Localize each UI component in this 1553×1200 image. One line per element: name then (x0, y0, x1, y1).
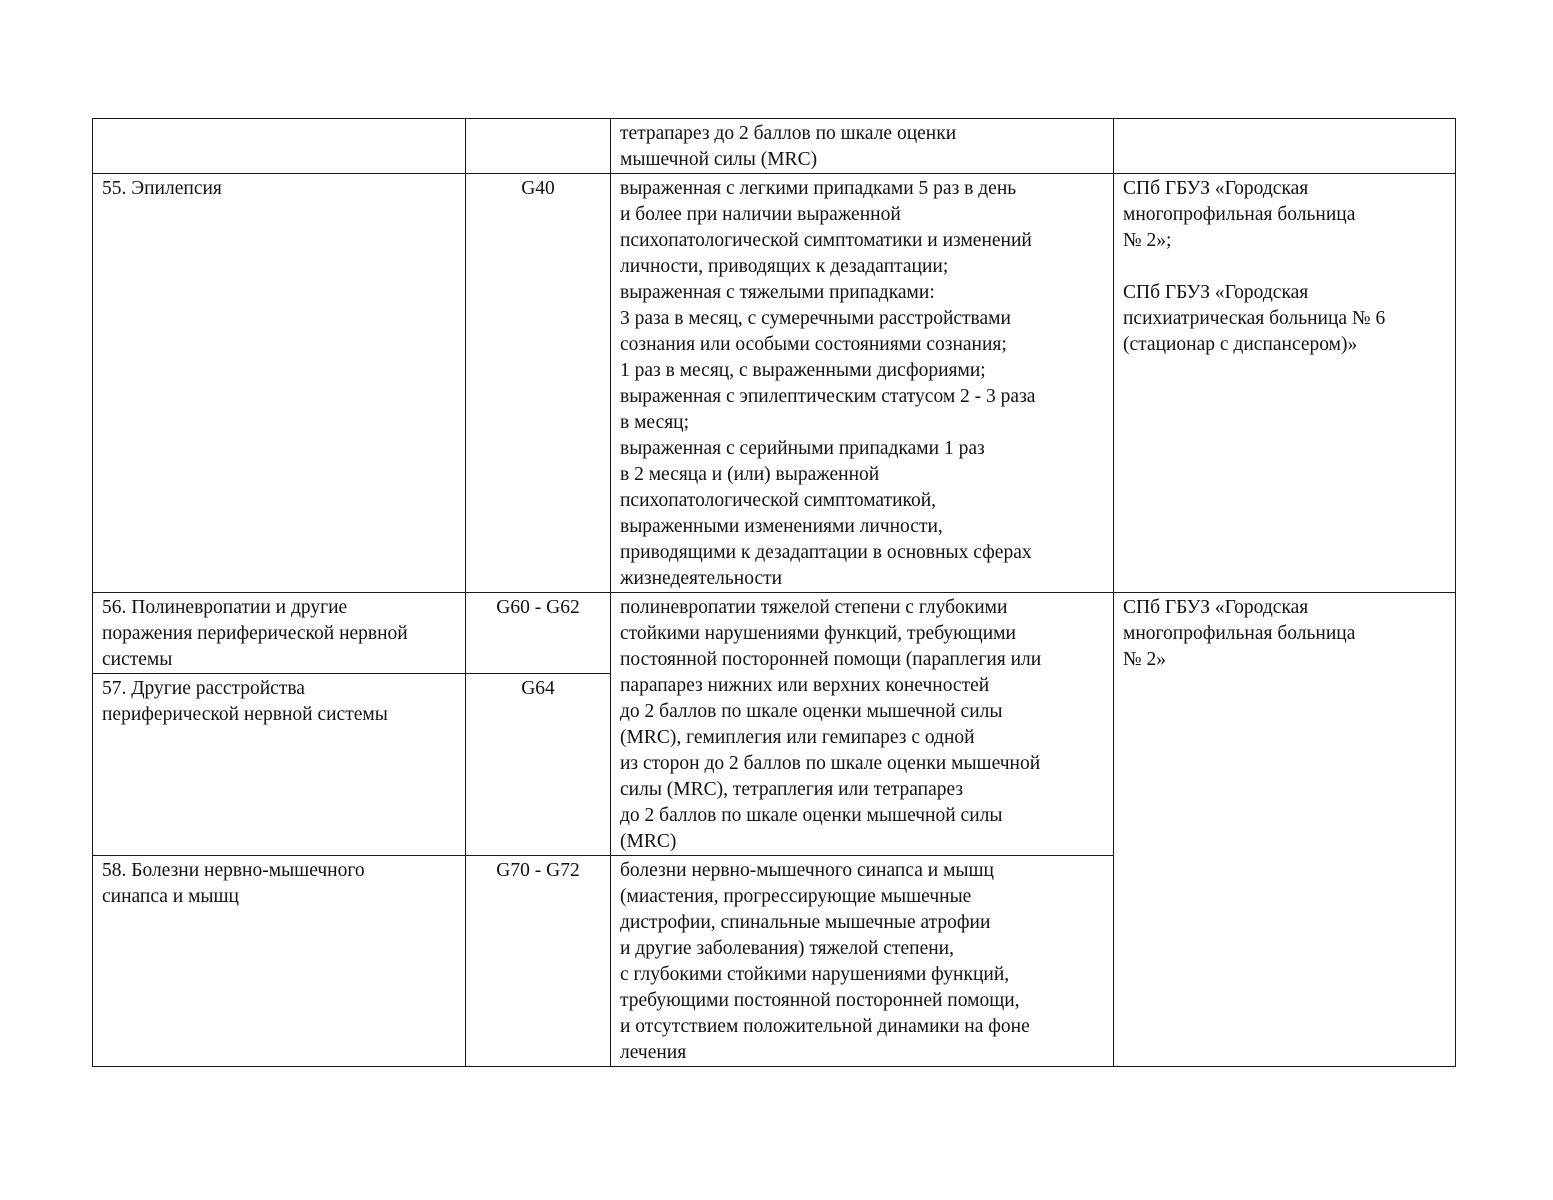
text-line: и отсутствием положительной динамики на фоне (620, 1016, 1030, 1037)
text-line: поражения периферической нервной (102, 623, 408, 644)
text-line: требующими постоянной посторонней помощи, (620, 990, 1020, 1011)
disease-cell (93, 174, 466, 593)
text-line: лечения (620, 1042, 687, 1063)
criteria-cell (611, 856, 1114, 1067)
criteria-cell (611, 174, 1114, 593)
text-line: тетрапарез до 2 баллов по шкале оценки (620, 123, 957, 144)
icd-code-cell: G40 (466, 174, 611, 593)
text-line: (стационар с диспансером)» (1123, 334, 1358, 355)
text-line: парапарез нижних или верхних конечностей (620, 675, 990, 696)
disease-cell (93, 674, 466, 856)
text-line: многопрофильная больница (1123, 204, 1356, 225)
text-line: выраженная с тяжелыми припадками: (620, 282, 935, 303)
text-line: (MRC) (620, 831, 677, 852)
criteria-cell (611, 119, 1114, 174)
text-line: выраженная с серийными припадками 1 раз (620, 438, 985, 459)
text-line: с глубокими стойкими нарушениями функций, (620, 964, 1010, 985)
text-line: силы (MRC), тетраплегия или тетрапарез (620, 779, 964, 800)
text-line: сознания или особыми состояниями сознания; (620, 334, 1007, 355)
text-line: СПб ГБУЗ «Городская (1123, 178, 1309, 199)
text-line: выраженная с легкими припадками 5 раз в день (620, 178, 1017, 199)
text-line: системы (102, 649, 173, 670)
text-line: 1 раз в месяц, с выраженными дисфориями; (620, 360, 986, 381)
text-line: 58. Болезни нервно-мышечного (102, 860, 365, 881)
table-row-polyneuropathy (93, 593, 1456, 674)
text-line: (миастения, прогрессирующие мышечные (620, 886, 972, 907)
text-line: из сторон до 2 баллов по шкале оценки мышечной (620, 753, 1041, 774)
text-line: СПб ГБУЗ «Городская (1123, 597, 1309, 618)
text-line: синапса и мышц (102, 886, 239, 907)
text-line: психиатрическая больница № 6 (1123, 308, 1386, 329)
criteria-cell (611, 593, 1114, 856)
table-row-epilepsy (93, 174, 1456, 593)
text-line: мышечной силы (MRC) (620, 149, 818, 170)
text-line: и более при наличии выраженной (620, 204, 901, 225)
text-line: многопрофильная больница (1123, 623, 1356, 644)
text-line: болезни нервно-мышечного синапса и мышц (620, 860, 994, 881)
text-line: и другие заболевания) тяжелой степени, (620, 938, 954, 959)
icd-code-cell: G60 - G62 (466, 593, 611, 674)
text-line: выраженными изменениями личности, (620, 516, 943, 537)
text-line: 3 раза в месяц, с сумеречными расстройствами (620, 308, 1011, 329)
institution-cell (1114, 119, 1456, 174)
text-line: до 2 баллов по шкале оценки мышечной силы (620, 701, 1003, 722)
text-line: в месяц; (620, 412, 690, 433)
text-line: периферической нервной системы (102, 704, 388, 725)
text-line: психопатологической симптоматикой, (620, 490, 937, 511)
text-line: жизнедеятельности (620, 568, 783, 589)
text-line: личности, приводящих к дезадаптации; (620, 256, 949, 277)
institution-cell (1114, 593, 1456, 1067)
text-line: стойкими нарушениями функций, требующими (620, 623, 1016, 644)
icd-code-cell (466, 119, 611, 174)
icd-code-cell: G70 - G72 (466, 856, 611, 1067)
text-line: № 2»; (1123, 230, 1172, 251)
text-line: дистрофии, спинальные мышечные атрофии (620, 912, 991, 933)
text-line: СПб ГБУЗ «Городская (1123, 282, 1309, 303)
text-line: полиневропатии тяжелой степени с глубокими (620, 597, 1008, 618)
line-gap (1123, 254, 1447, 280)
text-line: приводящими к дезадаптации в основных сферах (620, 542, 1032, 563)
text-line: выраженная с эпилептическим статусом 2 - 3 раза (620, 386, 1036, 407)
text-line: 55. Эпилепсия (102, 178, 222, 199)
text-line: № 2» (1123, 649, 1166, 670)
disease-cell (93, 119, 466, 174)
text-line: до 2 баллов по шкале оценки мышечной силы (620, 805, 1003, 826)
text-line: 56. Полиневропатии и другие (102, 597, 348, 618)
document-table (92, 118, 1456, 1067)
text-line: постоянной посторонней помощи (параплегия или (620, 649, 1042, 670)
table-row-continuation (93, 119, 1456, 174)
text-line: 57. Другие расстройства (102, 678, 305, 699)
disease-cell (93, 593, 466, 674)
icd-code-cell: G64 (466, 674, 611, 856)
institution-cell (1114, 174, 1456, 593)
text-line: (MRC), гемиплегия или гемипарез с одной (620, 727, 975, 748)
text-line: психопатологической симптоматики и изменений (620, 230, 1032, 251)
disease-cell (93, 856, 466, 1067)
text-line: в 2 месяца и (или) выраженной (620, 464, 880, 485)
